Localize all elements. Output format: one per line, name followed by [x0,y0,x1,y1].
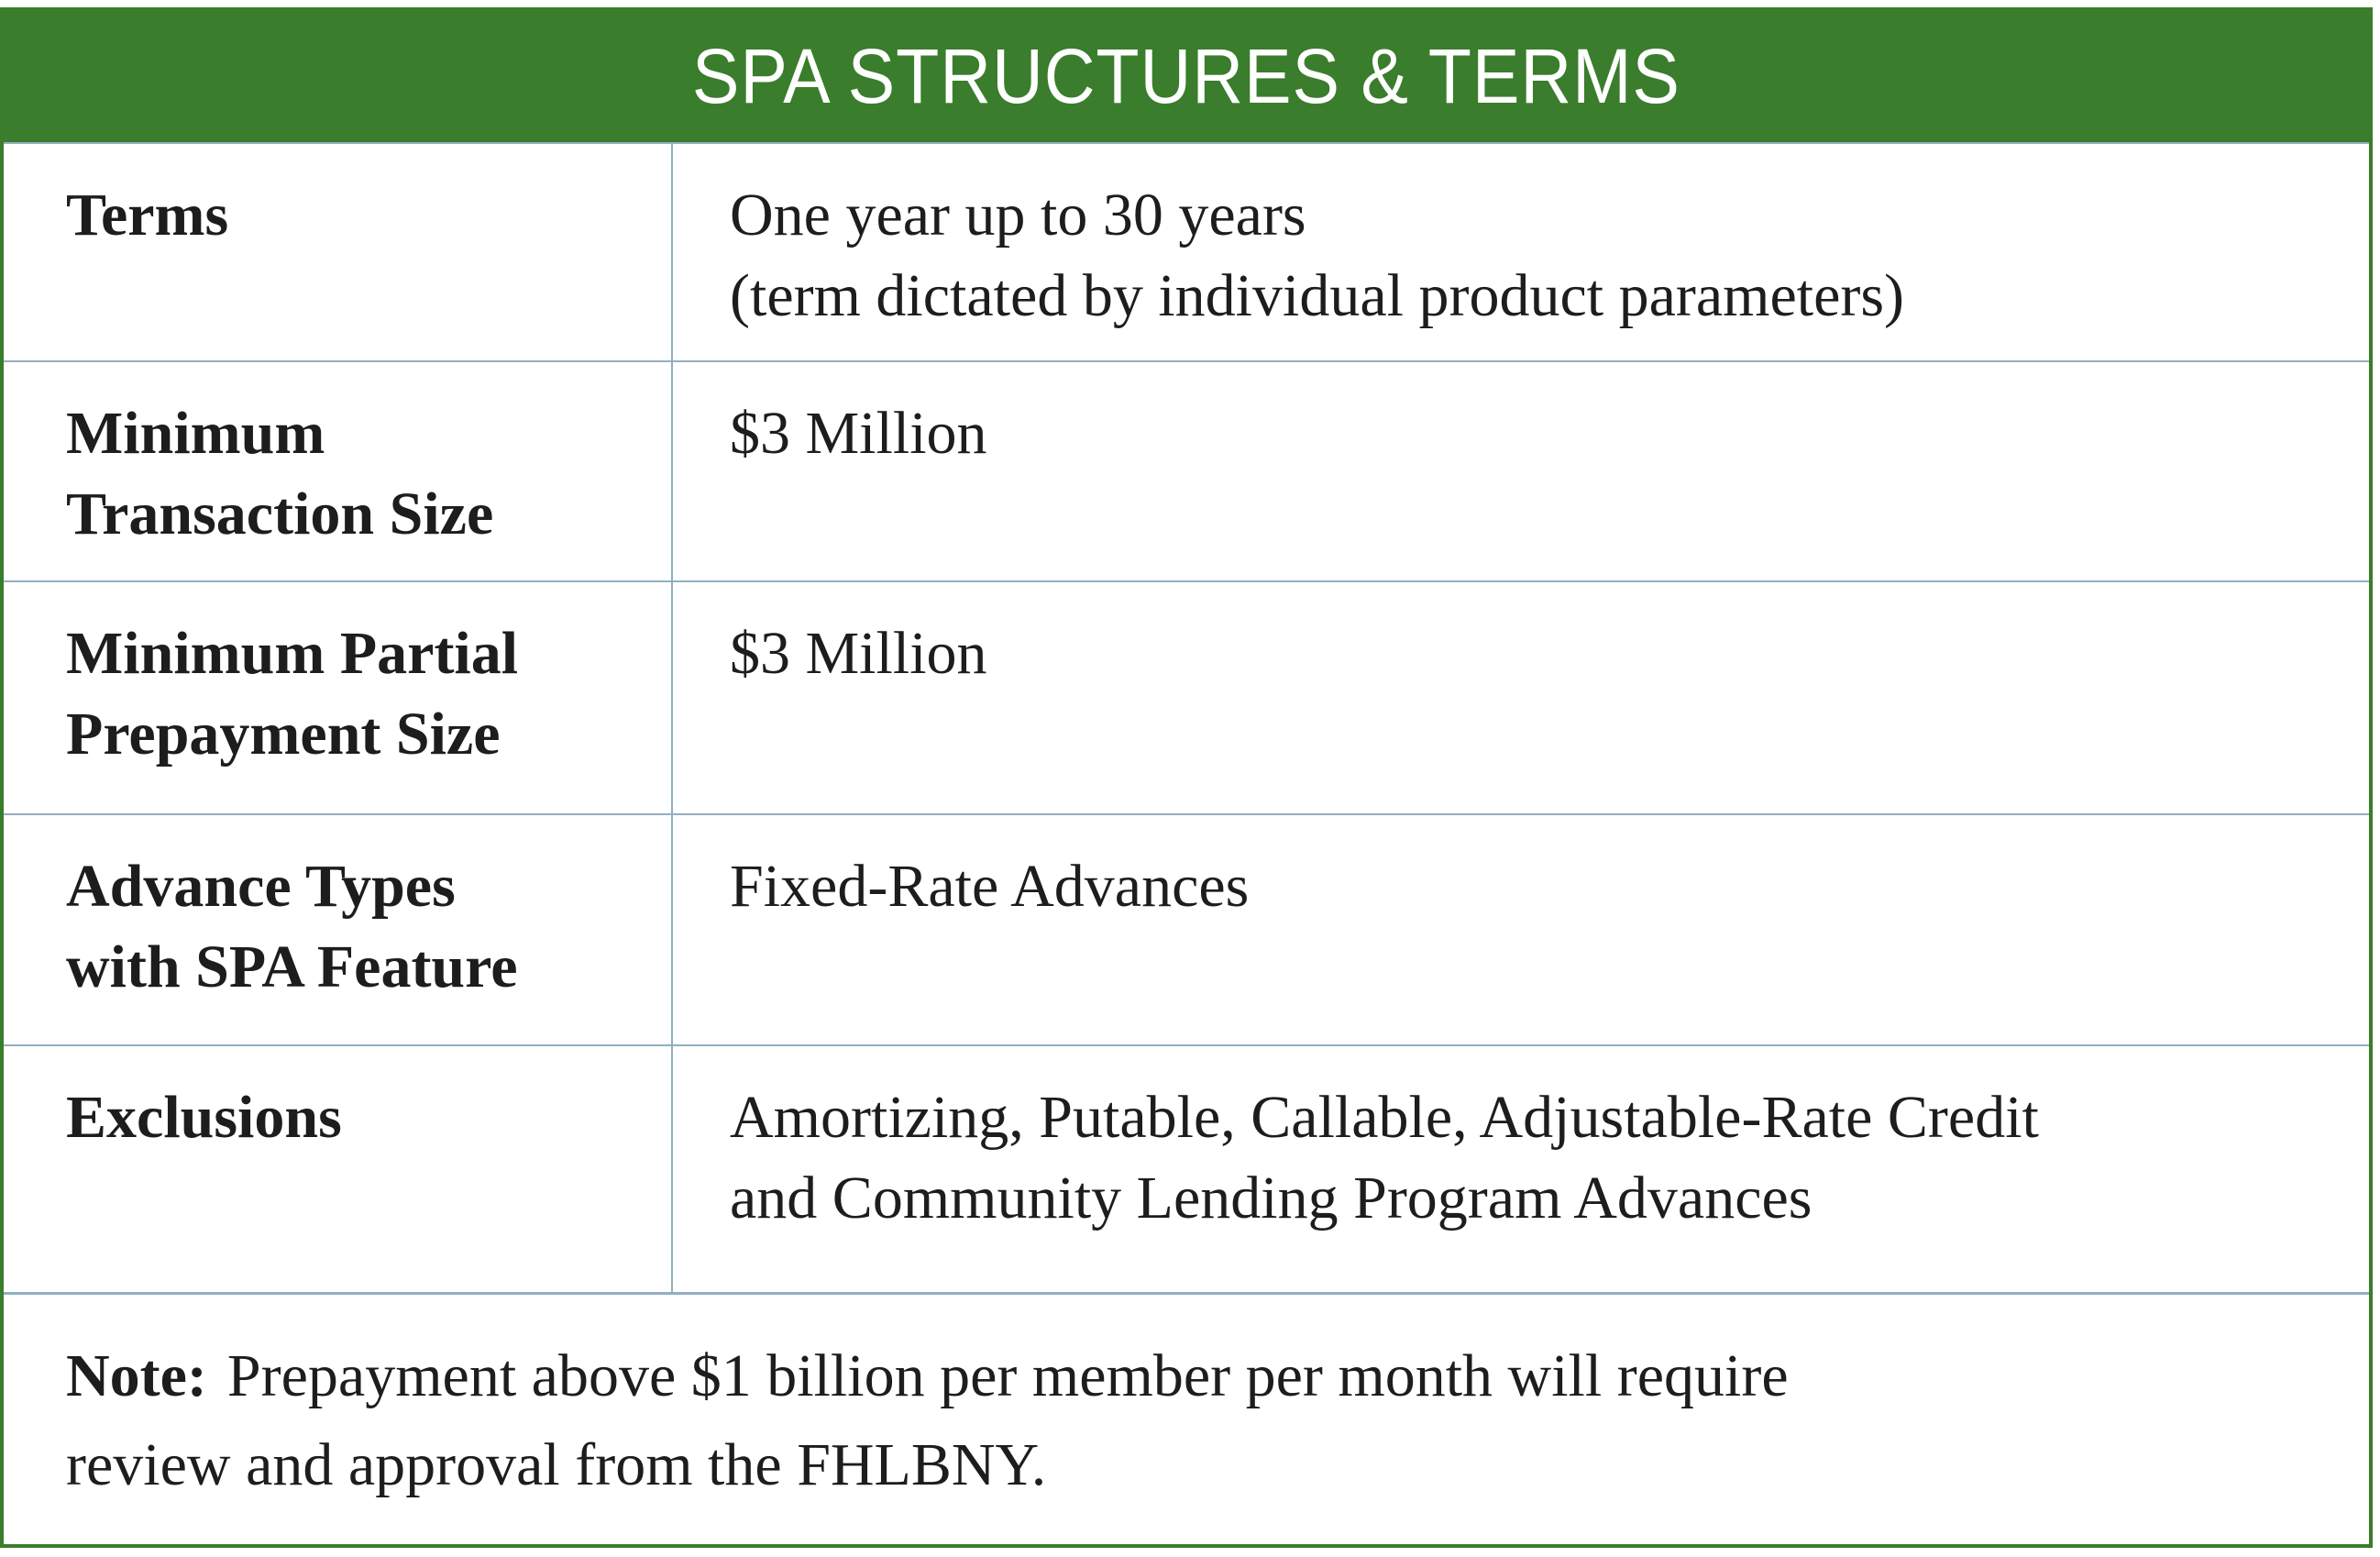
note-text [66,1331,2321,1509]
row-label [66,1077,653,1158]
table-row-advance-types [4,813,2369,1044]
row-value [730,613,2343,694]
row-value-line: (term dictated by individual product parameters) [730,262,1905,329]
row-label-line: Transaction Size [66,480,494,547]
note-section [4,1292,2369,1548]
row-label-line: Prepayment Size [66,701,501,767]
row-label-line: with SPA Feature [66,933,518,1000]
table-row-terms [4,142,2369,360]
note-line: review and approval from the FHLBNY. [66,1431,1047,1498]
table-title: SPA STRUCTURES & TERMS [691,33,1681,119]
row-label-line: Minimum [66,400,325,467]
note-line: Prepayment above $1 billion per member per month will require [226,1342,1789,1409]
spa-terms-table [0,7,2373,1548]
row-value-line: $3 Million [730,620,987,687]
row-label-line: Exclusions [66,1084,342,1151]
row-value [730,175,2343,337]
table-row-minimum-partial-prepayment-size [4,580,2369,813]
row-label [66,393,653,555]
row-value-line: Fixed-Rate Advances [730,853,1250,920]
note-label: Note: [66,1342,207,1409]
row-label-line: Terms [66,182,229,248]
row-value [730,1077,2343,1239]
row-label-line: Minimum Partial [66,620,519,687]
table-row-exclusions [4,1044,2369,1292]
table-row-minimum-transaction-size [4,360,2369,580]
row-label [66,613,653,775]
row-value-line: Amortizing, Putable, Callable, Adjustable-Rate Credit [730,1084,2039,1151]
row-value-line: One year up to 30 years [730,182,1306,248]
row-value [730,846,2343,927]
table-header [4,11,2369,142]
row-value-line: and Community Lending Program Advances [730,1165,1813,1231]
row-label-line: Advance Types [66,853,456,920]
row-value-line: $3 Million [730,400,987,467]
row-value [730,393,2343,474]
row-label [66,175,653,256]
row-label [66,846,653,1008]
